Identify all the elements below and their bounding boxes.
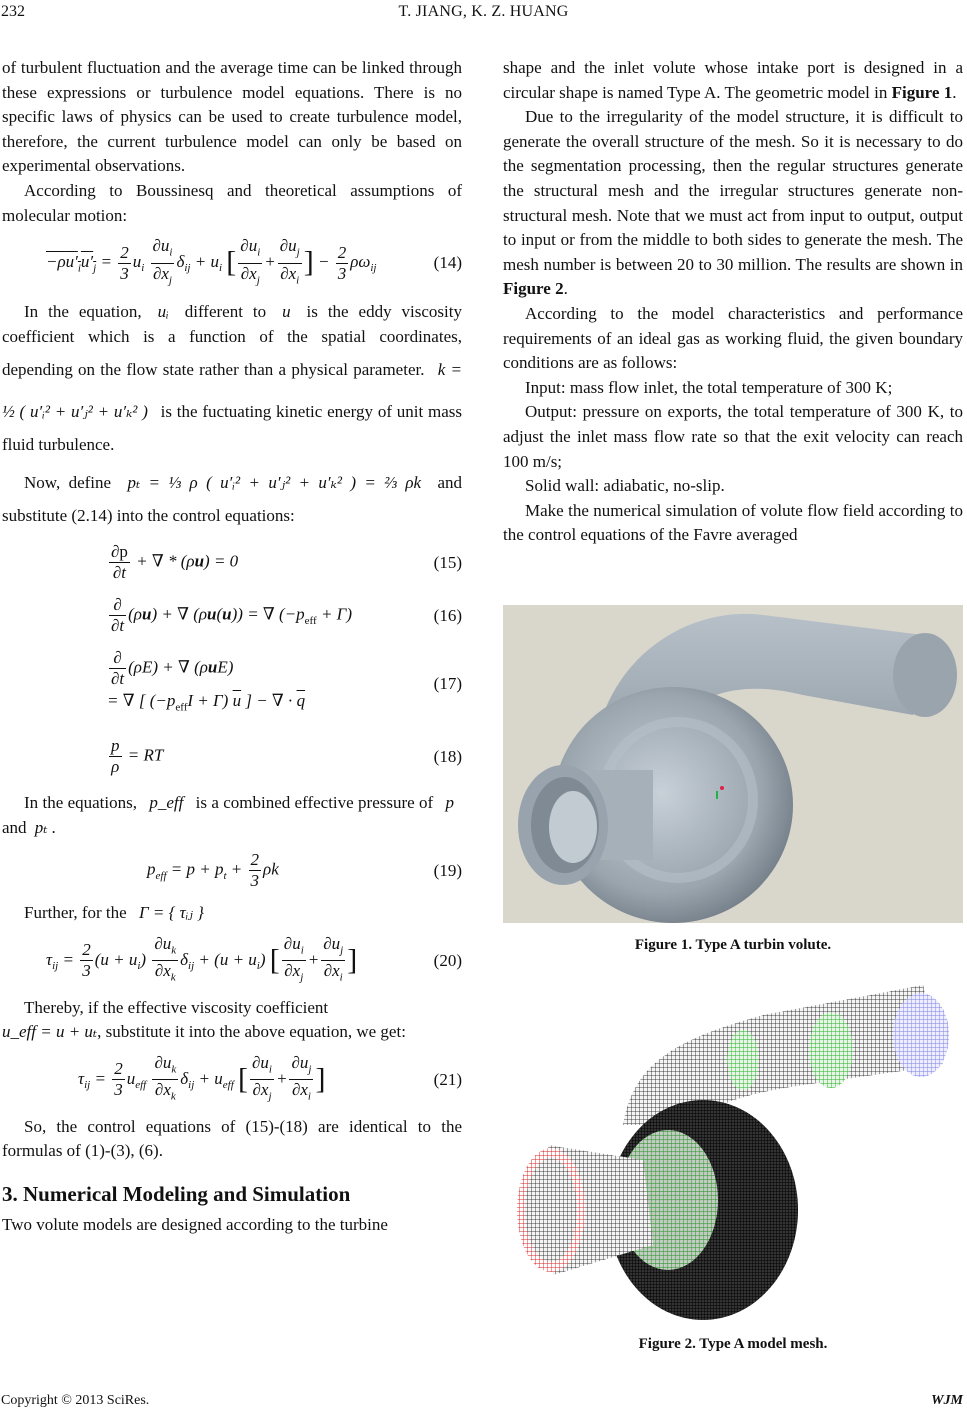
equation-number: (16) bbox=[433, 605, 462, 625]
equation-number: (19) bbox=[433, 860, 462, 880]
section-heading: 3. Numerical Modeling and Simulation bbox=[2, 1182, 351, 1207]
turbine-mesh-render bbox=[503, 975, 963, 1325]
equation-21: $\tau_{ij}$ = $\frac{2}{3}$ $u_{eff}$ $\frac{\partial u_k}{\partial x_k}$ $\delta_{ij} + u_{eff}$ [ $\frac{\partial u_i}{\partial x_j}$ + $\frac{\partial u_j}{\partial x_i}$ ] (21) bbox=[78, 1053, 462, 1103]
math-inline: Γ = { τᵢⱼ } bbox=[138, 903, 204, 923]
equation-16: $\frac{\partial}{\partial t}$ (ρu) + ∇ (ρu(u)) = ∇ $(-p_{eff} + \Gamma)$ (16) bbox=[111, 595, 462, 636]
paragraph: Input: mass flow inlet, the total temperature of 300 K; bbox=[525, 377, 893, 397]
equation-14 bbox=[2, 236, 462, 290]
paragraph: u_eff = u + uₜ, substitute it into the above equation, we get: bbox=[2, 1022, 406, 1042]
paragraph: Two volute models are designed according to the turbine bbox=[2, 1214, 388, 1234]
math-inline: uᵢ bbox=[157, 301, 169, 321]
paragraph: Due to the irregularity of the model structure, it is difficult to generate the overall structure of the mesh. So it is necessary to do the segmentation processing, then the regular structures generate the structural mesh and the irregular structures generate non-structural mesh. Note that we must act from input to output, output to input or from the middle to both sides to generate the mesh. The mesh number is between 20 to 30 million. The results are shown in Figure 2. bbox=[503, 107, 963, 299]
equation-17: $\frac{\partial}{\partial t}$ (ρE) + ∇ (ρuE) = ∇ [ $(-p_{eff}I + \Gamma)$ $\overline{u}$ ] − ∇ · $\overline{q}$ (17) bbox=[107, 648, 462, 714]
running-title: T. JIANG, K. Z. HUANG bbox=[398, 3, 569, 20]
figure-1-caption: Figure 1. Type A turbin volute. bbox=[634, 937, 832, 953]
figure-2-caption: Figure 2. Type A model mesh. bbox=[638, 1336, 828, 1352]
equation-number: (21) bbox=[433, 1069, 462, 1089]
copyright-notice: Copyright © 2013 SciRes. bbox=[1, 1393, 150, 1408]
paragraph: of turbulent fluctuation and the average time can be linked through these expressions or turbulence model equations. There is no specific laws of physics can be used to create turbulence model, therefore, the current turbulence model can only be based on experimental observations. bbox=[2, 58, 462, 176]
math-inline: pₜ = ⅓ ρ ( u′ᵢ² + u′ⱼ² + u′ₖ² ) = ⅔ ρk bbox=[127, 472, 422, 492]
paragraph: In the equation, uᵢ different to u is the eddy viscosity coefficient which is a function of the spatial coordinates, depending on the flow state rather than a physical parameter. k = ½ ( u′ᵢ² + u′ⱼ² + u′ₖ² ) is the fuctuating kinetic energy of unit mass fluid turbulence. bbox=[2, 301, 463, 455]
paragraph: In the equations, p_eff is a combined effective pressure of p and pₜ . bbox=[2, 793, 454, 837]
math-inline: p_eff bbox=[149, 793, 184, 813]
page-number: 232 bbox=[1, 3, 25, 20]
equation-number: (18) bbox=[433, 746, 462, 766]
paragraph: shape and the inlet volute whose intake port is designed in a circular shape is named Type A. The geometric model in Figure 1. bbox=[503, 58, 963, 102]
math-inline: u_eff = u + uₜ bbox=[2, 1022, 98, 1042]
journal-abbrev: WJM bbox=[931, 1393, 963, 1408]
equation-number: (20) bbox=[433, 950, 462, 970]
figure-reference[interactable]: Figure 2 bbox=[503, 279, 564, 299]
paragraph: Now, define pₜ = ⅓ ρ ( u′ᵢ² + u′ⱼ² + u′ₖ² ) = ⅔ ρk and substitute (2.14) into the control equations: bbox=[2, 472, 462, 525]
math-inline: k = ½ ( u′ᵢ² + u′ⱼ² + u′ₖ² ) bbox=[2, 360, 462, 422]
paragraph: Output: pressure on exports, the total temperature of 300 K, to adjust the inlet mass flow rate so that the exit velocity can reach 100 m/s; bbox=[503, 402, 963, 471]
math-inline: u bbox=[282, 301, 291, 321]
figure-2-image bbox=[503, 975, 963, 1325]
left-column bbox=[2, 56, 462, 1237]
paragraph: So, the control equations of (15)-(18) are identical to the formulas of (1)-(3), (6). bbox=[2, 1116, 462, 1161]
math-inline: p bbox=[445, 793, 454, 813]
equation-number: (14) bbox=[433, 252, 462, 272]
equation-18: $\frac{p}{\rho}$ = RT (18) bbox=[111, 736, 462, 777]
equation-number: (17) bbox=[433, 674, 462, 693]
paragraph: Make the numerical simulation of volute flow field according to the control equations of the Favre averaged bbox=[503, 500, 963, 545]
figure-1-image bbox=[503, 605, 963, 923]
math-inline: pₜ bbox=[34, 817, 48, 837]
paragraph: According to the model characteristics and performance requirements of an ideal gas as working fluid, the given boundary conditions are as follows: bbox=[503, 303, 963, 373]
paragraph: Thereby, if the effective viscosity coefficient bbox=[24, 997, 329, 1017]
equation-20: $\tau_{ij}$ = $\frac{2}{3}$ $(u + u_i)$ $\frac{\partial u_k}{\partial x_k}$ $\delta_{ij} + (u + u_i)$ [ $\frac{\partial u_i}{\partial x_j}$ + $\frac{\partial u_j}{\partial x_i}$ ] (20) bbox=[46, 934, 462, 984]
equation-19: $p_{eff} = p + p_t$ + $\frac{2}{3}$ ρk (19) bbox=[147, 850, 462, 891]
figure-reference[interactable]: Figure 1 bbox=[891, 82, 953, 102]
equation-number: (15) bbox=[433, 552, 462, 572]
paragraph: According to Boussinesq and theoretical assumptions of molecular motion: bbox=[2, 180, 462, 225]
paragraph: Further, for the Γ = { τᵢⱼ } bbox=[24, 903, 204, 923]
equation-body: $-\rho u'_iu'_j$ = $\frac{2}{3}$ $u_i$ $\frac{\partial u_i}{\partial x_j}$ $\delta_{ij} + u_i$ [ $\frac{\partial u_i}{\partial x_j}$ + $\frac{\partial u_j}{\partial x_i}$ ] − $\frac{2}{3}$ $\rho\omega_{ij}$ bbox=[46, 236, 377, 286]
equation-15: $\frac{\partial p}{\partial t}$ + ∇ * (ρu) = 0 (15) bbox=[111, 542, 462, 583]
right-column bbox=[503, 56, 963, 548]
paragraph: Solid wall: adiabatic, no-slip. bbox=[525, 476, 725, 496]
turbine-volute-render bbox=[503, 605, 963, 923]
